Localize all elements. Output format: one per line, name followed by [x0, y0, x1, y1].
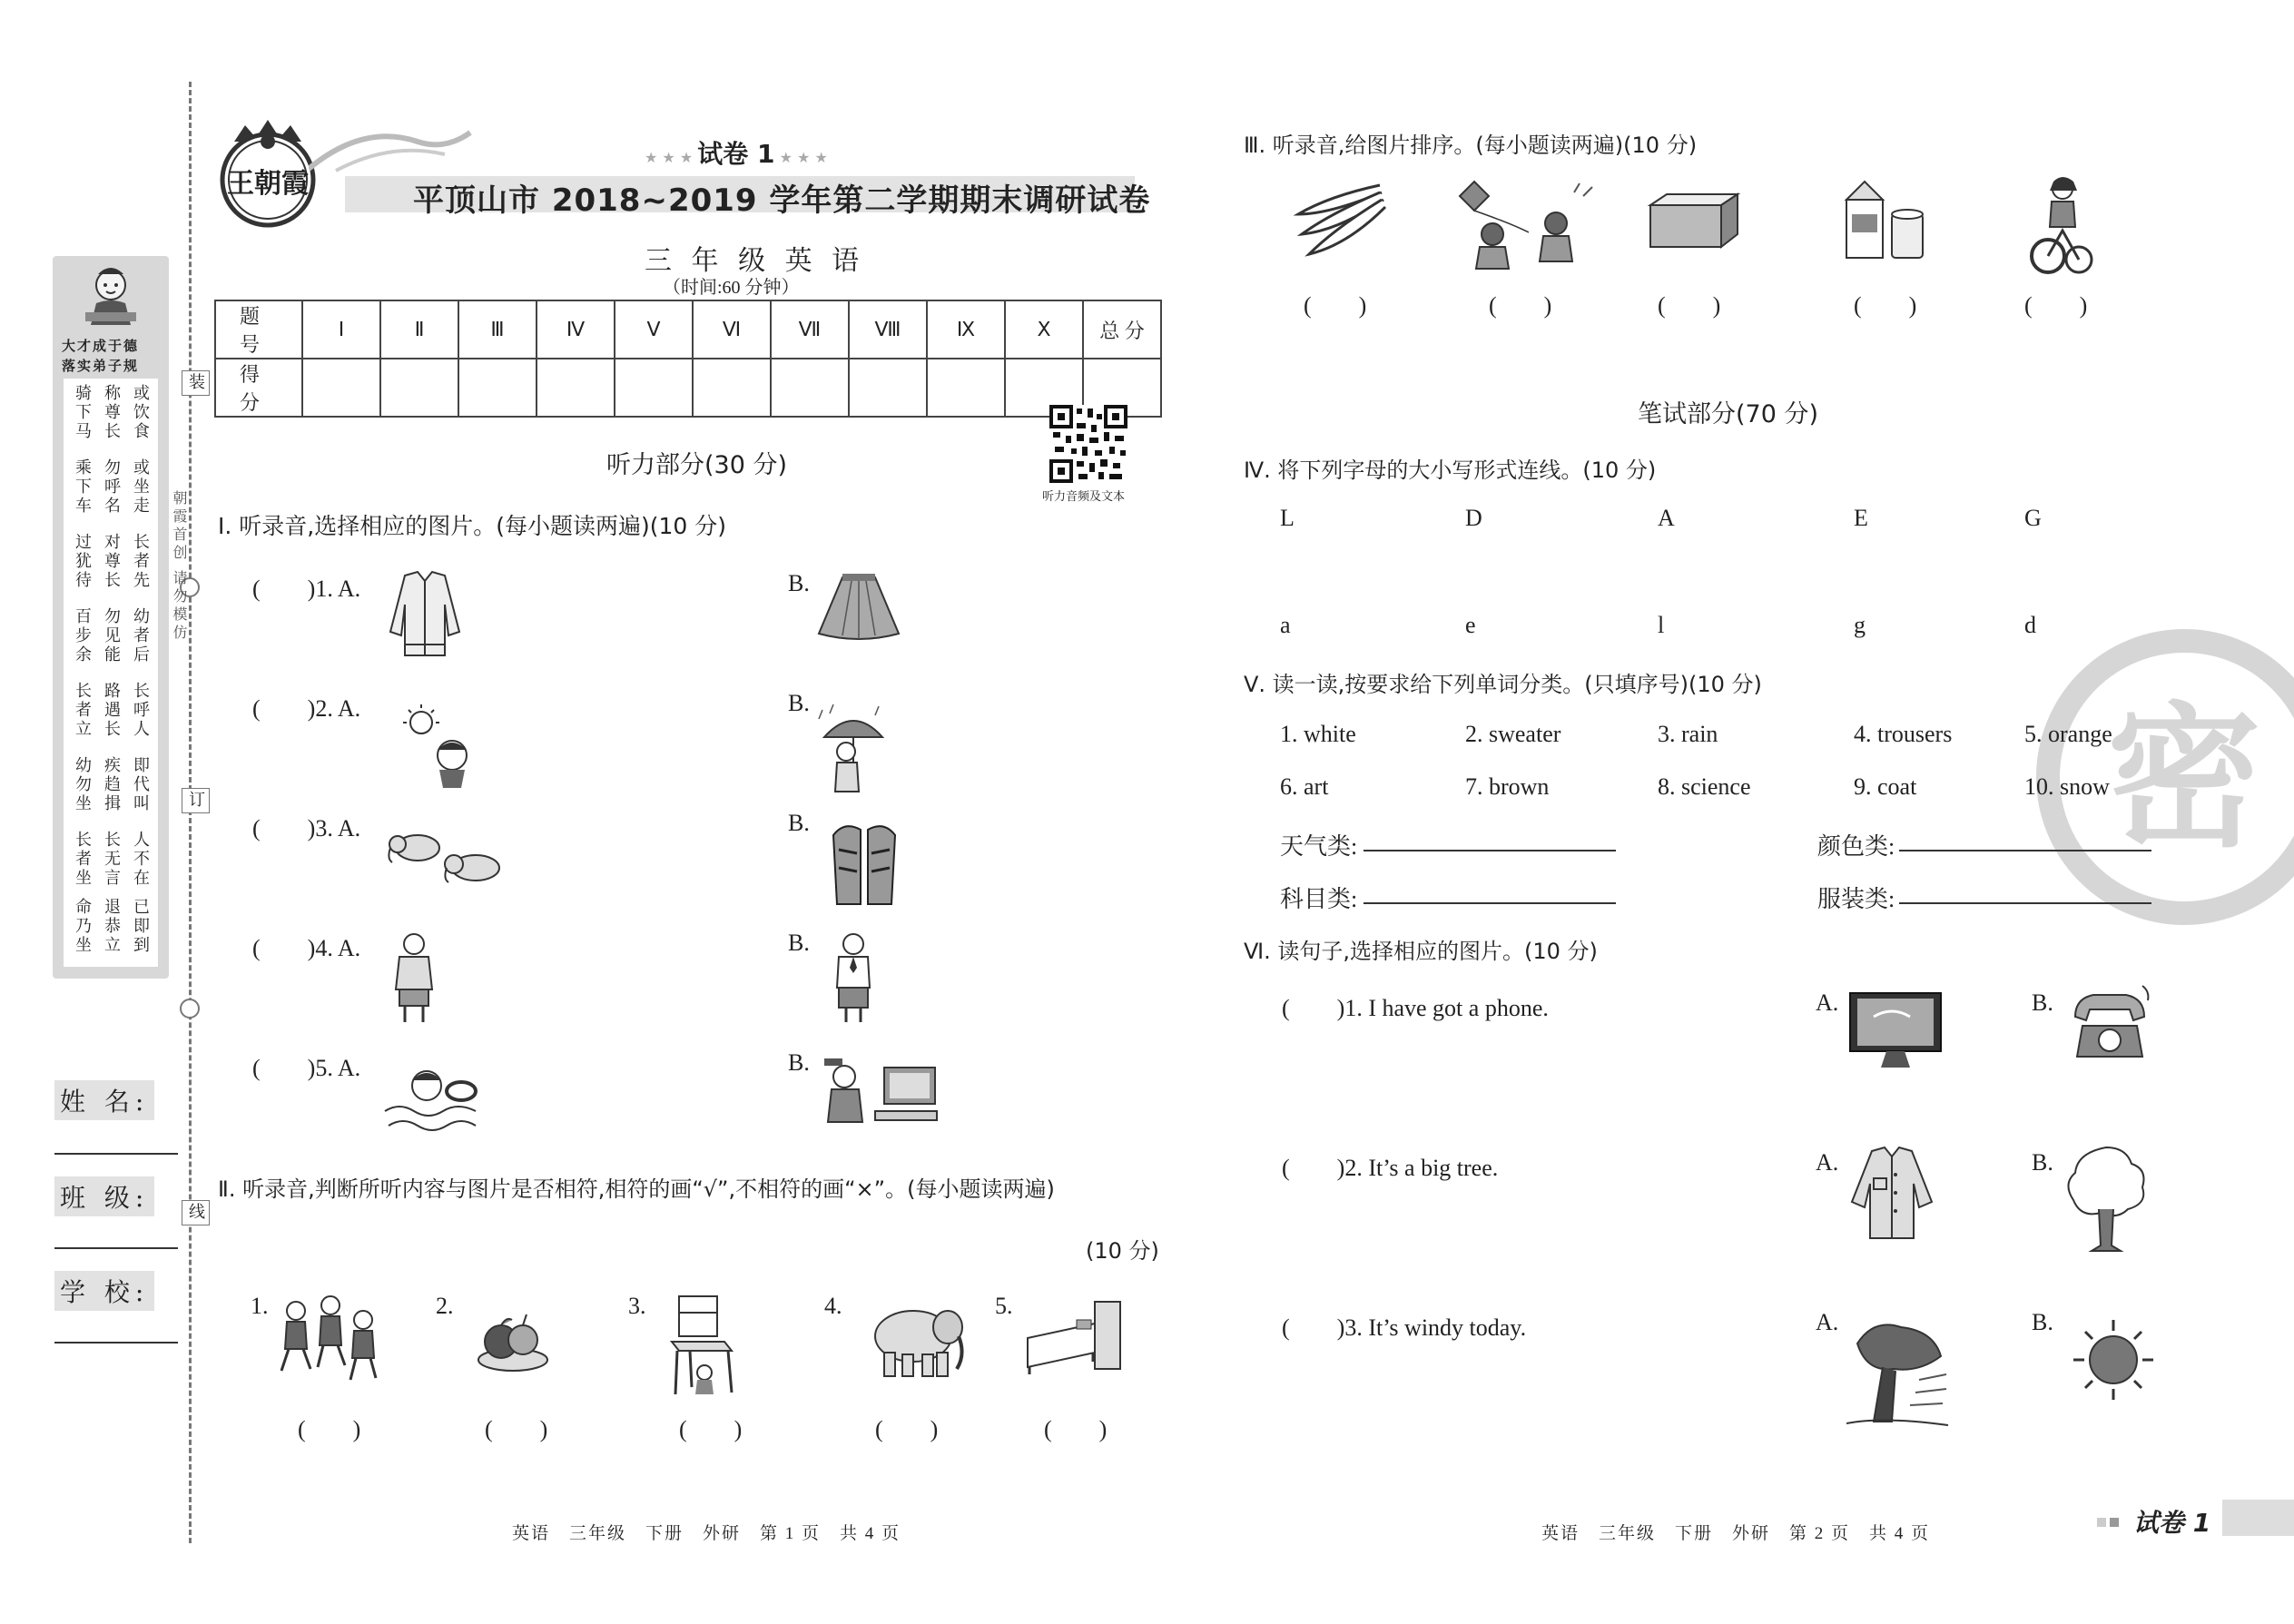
proverb-text: 或饮食 [132, 384, 150, 441]
name-label: 姓 名: [54, 1080, 154, 1120]
proverb-text: 对尊长 [103, 533, 121, 590]
s2-num-4: 4. [824, 1293, 842, 1319]
boy-standing-icon[interactable] [389, 931, 439, 1026]
tigers-icon[interactable] [824, 817, 904, 908]
cat-subject-label: 科目类: [1280, 886, 1358, 912]
corner-squares-icon [2097, 1518, 2122, 1530]
score-cell[interactable] [693, 359, 771, 417]
s2-num-2: 2. [436, 1293, 454, 1319]
s1-item-5-b[interactable]: B. [788, 1049, 810, 1076]
word-2: 2. sweater [1465, 721, 1561, 747]
binding-hole-icon [180, 999, 200, 1019]
class-field[interactable] [54, 1247, 178, 1249]
cat-weather-label: 天气类: [1280, 833, 1358, 860]
s1-item-5[interactable]: ( )5. A. [252, 1055, 361, 1081]
sidebar-motto-2: 落实弟子规 [62, 358, 140, 374]
upper-letter-d[interactable]: D [1465, 505, 1482, 531]
right-footer: 英语 三年级 下册 外研 第 2 页 共 4 页 [1541, 1524, 1931, 1543]
section2-points: (10 分) [1086, 1238, 1159, 1264]
elephants-icon[interactable] [385, 826, 521, 890]
word-9: 9. coat [1854, 773, 1917, 800]
cat-subject-field[interactable] [1364, 902, 1616, 904]
s2-num-3: 3. [628, 1293, 646, 1319]
shirt-icon[interactable] [1848, 1144, 1935, 1244]
name-field[interactable] [54, 1153, 178, 1155]
school-field[interactable] [54, 1342, 178, 1343]
lower-letter-e[interactable]: e [1465, 612, 1476, 638]
school-label: 学 校: [54, 1271, 154, 1311]
lower-letter-l[interactable]: l [1658, 612, 1665, 638]
binding-mark-2: 订 [182, 788, 210, 813]
tree-icon[interactable] [2063, 1144, 2150, 1253]
svg-text:王朝霞: 王朝霞 [227, 168, 309, 200]
s3-answer-5[interactable]: ( ) [2024, 292, 2088, 319]
score-cell[interactable] [458, 359, 537, 417]
cat-color-label: 颜色类: [1817, 833, 1895, 860]
word-10: 10. snow [2024, 773, 2110, 800]
proverb-text: 勿呼名 [103, 458, 121, 516]
exam-title: 平顶山市 2018~2019 学年第二学期期末调研试卷 [413, 182, 1151, 219]
score-col-header: 总 分 [1083, 300, 1161, 359]
proverb-text: 长者立 [74, 682, 92, 739]
telephone-icon[interactable] [2066, 980, 2153, 1062]
score-header-row [215, 300, 1161, 359]
corner-band [2222, 1500, 2294, 1536]
s6-item-2-b[interactable]: B. [2032, 1149, 2053, 1176]
chair-icon[interactable] [668, 1293, 746, 1398]
proverb-text: 已即到 [132, 898, 150, 955]
proverb-text: 长无言 [103, 831, 121, 888]
proverb-text: 即代叫 [132, 756, 150, 813]
s1-item-3-b[interactable]: B. [788, 810, 810, 836]
secret-stamp-text: 密 [2106, 689, 2262, 869]
score-col-header: Ⅱ [380, 300, 458, 359]
binding-note: 朝霞首创 请勿模仿 [171, 490, 186, 643]
word-6: 6. art [1280, 773, 1329, 800]
cat-clothes-label: 服装类: [1817, 886, 1895, 912]
television-icon[interactable] [1846, 989, 1944, 1071]
score-col-header: Ⅸ [927, 300, 1005, 359]
qr-caption: 听力音频及文本 [1042, 489, 1126, 503]
s1-item-3[interactable]: ( )3. A. [252, 815, 361, 842]
score-col-header: Ⅹ [1005, 300, 1083, 359]
milk-carton-icon[interactable] [1837, 178, 1930, 263]
proverb-text: 称尊长 [103, 384, 121, 441]
word-5: 5. orange [2024, 721, 2112, 747]
kite-children-icon[interactable] [1456, 178, 1598, 272]
windy-tree-icon[interactable] [1846, 1316, 1950, 1429]
proverb-text: 长者坐 [74, 831, 92, 888]
listening-heading: 听力部分(30 分) [606, 451, 788, 479]
s6-item-2-a[interactable]: A. [1816, 1149, 1839, 1176]
proverb-box [64, 379, 158, 967]
corner-label: 试卷 1 [2133, 1508, 2211, 1538]
sidebar-panel [53, 256, 169, 979]
proverb-text: 长者先 [132, 533, 150, 590]
binding-mark-1: 装 [182, 370, 210, 396]
s6-item-1-a[interactable]: A. [1816, 989, 1839, 1016]
s6-item-3[interactable]: ( )3. It’s windy today. [1282, 1314, 1527, 1341]
score-cell[interactable] [537, 359, 615, 417]
skirt-icon[interactable] [815, 570, 902, 643]
cat-color-field[interactable] [1899, 850, 2151, 851]
score-col-header: Ⅲ [458, 300, 537, 359]
girl-cycling-icon[interactable] [2030, 176, 2093, 276]
swimming-boy-icon[interactable] [381, 1058, 481, 1137]
score-col-header: Ⅷ [849, 300, 927, 359]
s2-num-5: 5. [995, 1293, 1013, 1319]
sidebar-motto-1: 大才成于德 [62, 338, 140, 354]
s6-item-1-b[interactable]: B. [2032, 989, 2053, 1016]
word-1: 1. white [1280, 721, 1356, 747]
score-col-header: Ⅶ [771, 300, 849, 359]
word-7: 7. brown [1465, 773, 1550, 800]
word-3: 3. rain [1658, 721, 1718, 747]
score-col-header: Ⅵ [693, 300, 771, 359]
s1-item-1[interactable]: ( )1. A. [252, 576, 361, 602]
proverb-text: 骑下马 [74, 384, 92, 441]
proverb-text: 长呼人 [132, 682, 150, 739]
score-cell[interactable] [302, 359, 380, 417]
bananas-icon[interactable] [1293, 178, 1389, 260]
upper-letter-g[interactable]: G [2024, 505, 2042, 531]
s2-answer-1[interactable]: ( ) [298, 1416, 361, 1442]
s1-item-4-b[interactable]: B. [788, 930, 810, 956]
proverb-text: 或坐走 [132, 458, 150, 516]
s6-item-1[interactable]: ( )1. I have got a phone. [1282, 995, 1549, 1021]
left-footer: 英语 三年级 下册 外研 第 1 页 共 4 页 [512, 1524, 901, 1543]
s1-item-2-b[interactable]: B. [788, 690, 810, 716]
lower-letter-d[interactable]: d [2024, 612, 2036, 638]
upper-letter-a[interactable]: A [1658, 505, 1675, 531]
qr-code-icon[interactable] [1049, 405, 1127, 483]
s2-answer-3[interactable]: ( ) [679, 1416, 743, 1442]
cat-clothes-field[interactable] [1899, 902, 2151, 904]
s6-item-2[interactable]: ( )2. It’s a big tree. [1282, 1155, 1499, 1181]
time-note: （时间:60 分钟） [663, 278, 800, 298]
s2-answer-2[interactable]: ( ) [485, 1416, 548, 1442]
proverb-text: 幼者后 [132, 607, 150, 664]
score-col-header: Ⅳ [537, 300, 615, 359]
bed-icon[interactable] [1024, 1298, 1124, 1374]
scholar-figure-icon [78, 261, 143, 327]
s3-answer-4[interactable]: ( ) [1854, 292, 1917, 319]
class-label: 班 级: [54, 1176, 154, 1216]
section5-title: Ⅴ. 读一读,按要求给下列单词分类。(只填序号)(10 分) [1244, 672, 1762, 697]
s3-answer-1[interactable]: ( ) [1304, 292, 1367, 319]
score-cell[interactable] [771, 359, 849, 417]
score-row-label: 得 分 [215, 359, 302, 417]
proverb-text: 命乃坐 [74, 898, 92, 955]
score-cell[interactable] [849, 359, 927, 417]
proverb-text: 幼勿坐 [74, 756, 92, 813]
computer-boy-icon[interactable] [821, 1058, 939, 1131]
section1-title: Ⅰ. 听录音,选择相应的图片。(每小题读两遍)(10 分) [218, 513, 726, 539]
jacket-icon[interactable] [387, 568, 463, 659]
score-cell[interactable] [927, 359, 1005, 417]
score-cell[interactable] [380, 359, 458, 417]
series-label: ★ ★ ★ 试卷 1 ★ ★ ★ [645, 139, 828, 169]
proverb-text: 退恭立 [103, 898, 121, 955]
section3-title: Ⅲ. 听录音,给图片排序。(每小题读两遍)(10 分) [1244, 133, 1698, 158]
fruit-plate-icon[interactable] [476, 1304, 550, 1376]
upper-letter-l[interactable]: L [1280, 505, 1295, 531]
sun-icon[interactable] [2070, 1316, 2157, 1403]
score-col-header: Ⅰ [302, 300, 380, 359]
s2-answer-5[interactable]: ( ) [1044, 1416, 1108, 1442]
s1-item-4[interactable]: ( )4. A. [252, 935, 361, 961]
word-8: 8. science [1658, 773, 1751, 800]
ribbon-decoration-icon [309, 114, 472, 178]
section4-title: Ⅳ. 将下列字母的大小写形式连线。(10 分) [1244, 458, 1657, 483]
rain-umbrella-icon[interactable] [815, 701, 891, 801]
s6-item-3-a[interactable]: A. [1816, 1309, 1839, 1335]
s2-answer-4[interactable]: ( ) [875, 1416, 939, 1442]
proverb-text: 路遇长 [103, 682, 121, 739]
s1-item-2[interactable]: ( )2. A. [252, 695, 361, 722]
subject-title: 三 年 级 英 语 [645, 245, 865, 277]
score-col-header: Ⅴ [615, 300, 693, 359]
proverb-text: 百步余 [74, 607, 92, 664]
box-icon[interactable] [1647, 191, 1741, 251]
score-cell[interactable] [615, 359, 693, 417]
proverb-text: 过犹待 [74, 533, 92, 590]
cat-weather-field[interactable] [1364, 850, 1616, 851]
s1-item-1-b[interactable]: B. [788, 570, 810, 596]
lower-letter-a[interactable]: a [1280, 612, 1291, 638]
score-table [214, 300, 1162, 418]
sunny-child-icon[interactable] [396, 703, 478, 790]
written-heading: 笔试部分(70 分) [1638, 400, 1819, 428]
elephant-icon[interactable] [859, 1296, 968, 1380]
binding-mark-3: 线 [182, 1200, 210, 1225]
children-running-icon[interactable] [274, 1293, 383, 1383]
s3-answer-3[interactable]: ( ) [1658, 292, 1721, 319]
section6-title: Ⅵ. 读句子,选择相应的图片。(10 分) [1244, 939, 1598, 964]
section2-title: Ⅱ. 听录音,判断所听内容与图片是否相符,相符的画“√”,不相符的画“×”。(每小题读两遍) [218, 1176, 1055, 1202]
s2-num-1: 1. [251, 1293, 269, 1319]
word-4: 4. trousers [1854, 721, 1953, 747]
s3-answer-2[interactable]: ( ) [1489, 292, 1552, 319]
proverb-text: 乘下车 [74, 458, 92, 516]
proverb-text: 疾趋揖 [103, 756, 121, 813]
score-value-row [215, 359, 1161, 417]
upper-letter-e[interactable]: E [1854, 505, 1868, 531]
s6-item-3-b[interactable]: B. [2032, 1309, 2053, 1335]
proverb-text: 人不在 [132, 831, 150, 888]
score-row-label: 题 号 [215, 300, 302, 359]
proverb-text: 勿见能 [103, 607, 121, 664]
boy-uniform-icon[interactable] [828, 931, 879, 1026]
lower-letter-g[interactable]: g [1854, 612, 1866, 638]
